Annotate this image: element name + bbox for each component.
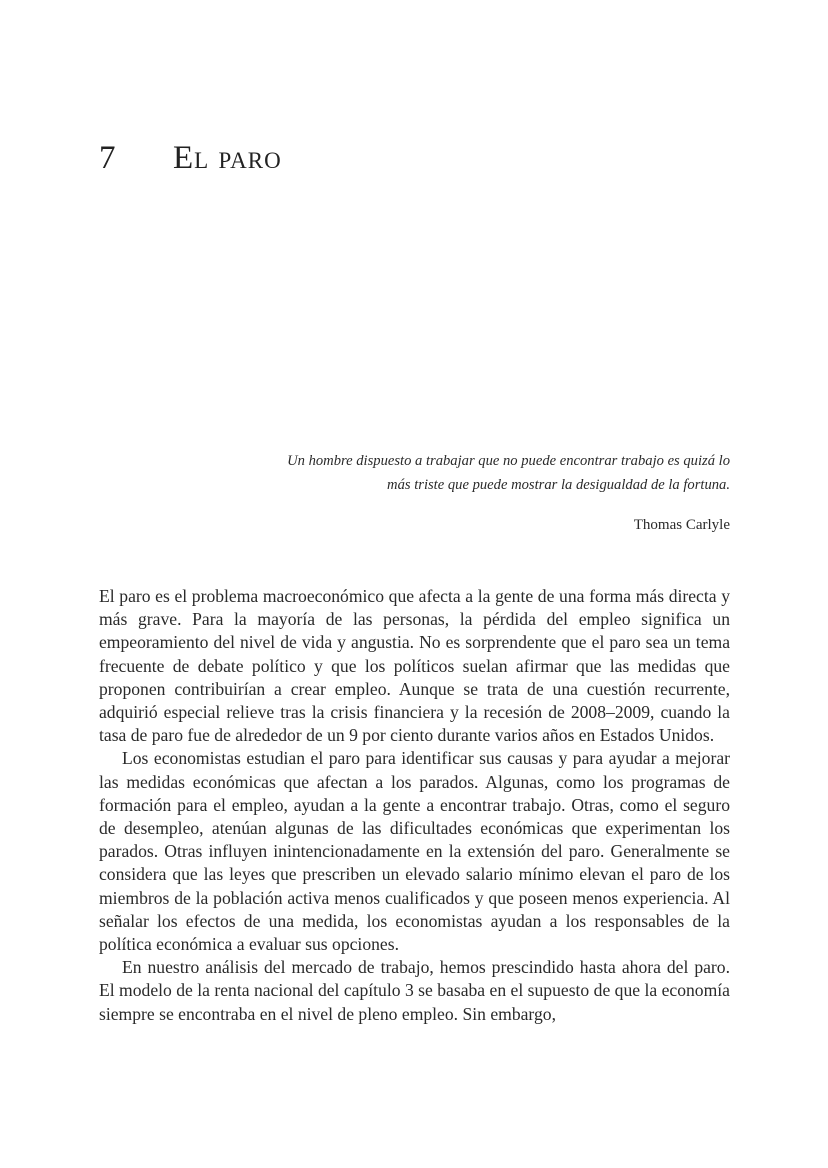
paragraph-1: El paro es el problema macroeconómico que afecta a la gente de una forma más directa y más grave. Para la mayoría de las personas, la pérdida del empleo significa un empeoramiento del nivel de vida y angustia. No es sorprendente que el paro sea un tema frecuente de debate político y que los políticos suelan afirmar que las medidas que proponen contribuirían a crear empleo. Aunque se trata de una cuestión recurrente, adquirió especial relieve tras la crisis financiera y la recesión de 2008–2009, cuando la tasa de paro fue de alrededor de un 9 por ciento durante varios años en Estados Unidos. xyxy=(99,586,730,746)
chapter-heading xyxy=(99,140,282,177)
chapter-title: El paro xyxy=(173,140,282,176)
chapter-number: 7 xyxy=(99,140,116,176)
body-text xyxy=(99,585,730,1026)
paragraph-3: En nuestro análisis del mercado de trabajo, hemos prescindido hasta ahora del paro. El modelo de la renta nacional del capítulo 3 se basaba en el supuesto de que la economía siempre se encontraba en el nivel de pleno empleo. Sin embargo, xyxy=(99,957,730,1024)
epigraph xyxy=(260,449,730,534)
epigraph-author: Thomas Carlyle xyxy=(633,517,730,533)
epigraph-quote: Un hombre dispuesto a trabajar que no puede encontrar trabajo es quizá lo más triste que puede mostrar la desigualdad de la fortuna. xyxy=(287,453,730,493)
paragraph-2: Los economistas estudian el paro para identificar sus causas y para ayudar a mejorar las medidas económicas que afectan a los parados. Algunas, como los programas de formación para el empleo, ayudan a la gente a encontrar trabajo. Otras, como el seguro de desempleo, atenúan algunas de las dificultades económicas que experimentan los parados. Otras influyen inintencionadamente en la extensión del paro. Generalmente se considera que las leyes que prescriben un elevado salario mínimo elevan el paro de los miembros de la población activa menos cualificados y que poseen menos experiencia. Al señalar los efectos de una medida, los economistas ayudan a los responsables de la política económica a evaluar sus opciones. xyxy=(99,748,730,955)
